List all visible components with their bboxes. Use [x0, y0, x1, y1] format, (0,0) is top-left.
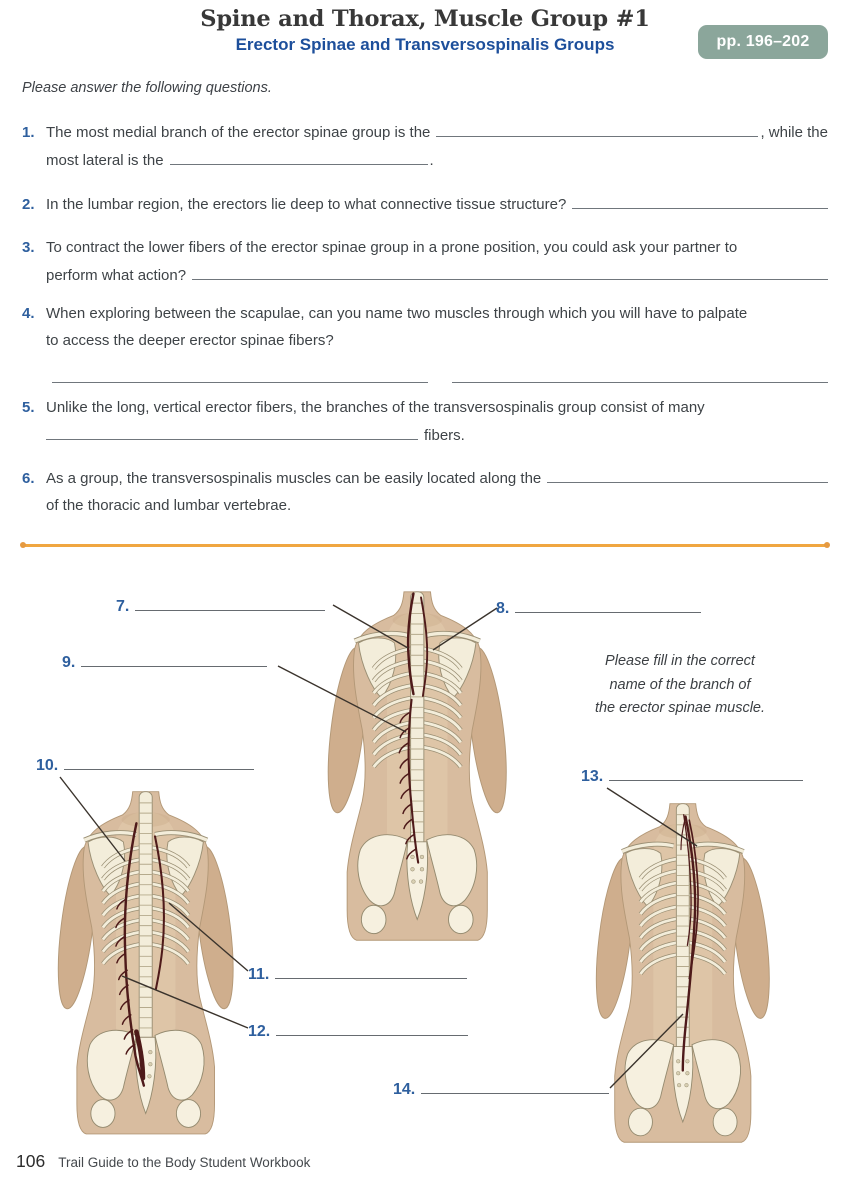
answer-blank[interactable] — [436, 118, 758, 137]
book-title: Trail Guide to the Body Student Workbook — [58, 1155, 311, 1170]
section-divider — [24, 544, 826, 547]
answer-blank[interactable] — [572, 190, 828, 209]
question-text: , while the — [760, 124, 828, 141]
answer-blank[interactable] — [609, 764, 803, 781]
question-text: When exploring between the scapulae, can you name two muscles through which you will have to palpate — [46, 305, 748, 322]
question-1-line-2 — [22, 146, 828, 174]
anatomy-diagram — [0, 556, 850, 1160]
label-number: 10. — [36, 757, 59, 774]
divider-dot-left — [20, 542, 26, 548]
answer-blank[interactable] — [52, 364, 428, 383]
question-4 — [22, 300, 828, 383]
answer-blank[interactable] — [275, 962, 467, 979]
question-4-answer-row — [22, 364, 828, 383]
question-number: 3. — [22, 239, 35, 256]
intro-text: Please answer the following questions. — [22, 80, 272, 96]
label-number: 14. — [393, 1081, 416, 1098]
instruction-line: name of the branch of — [609, 676, 751, 693]
answer-blank[interactable] — [515, 596, 701, 613]
question-5 — [22, 394, 828, 449]
question-2 — [22, 190, 828, 218]
page-title: Spine and Thorax, Muscle Group #1 — [200, 6, 650, 32]
diagram-label-7 — [116, 594, 325, 616]
question-4-line-1 — [22, 300, 828, 327]
question-text: Unlike the long, vertical erector fibers, the branches of the transversospinalis group consist of many — [46, 399, 705, 416]
answer-blank[interactable] — [64, 753, 254, 770]
question-6-line-1 — [22, 464, 828, 492]
diagram-label-10 — [36, 753, 254, 775]
question-text: to access the deeper erector spinae fibers? — [46, 332, 334, 349]
question-2-line-1 — [22, 190, 828, 218]
label-number: 13. — [581, 768, 604, 785]
label-number: 9. — [62, 654, 76, 671]
question-number: 1. — [22, 124, 35, 141]
answer-blank[interactable] — [135, 594, 325, 611]
question-number: 5. — [22, 399, 35, 416]
instruction-line: Please fill in the correct — [605, 653, 755, 669]
diagram-label-8 — [496, 596, 701, 618]
question-6 — [22, 464, 828, 519]
label-number: 11. — [248, 966, 270, 983]
answer-blank[interactable] — [192, 261, 828, 280]
diagram-label-12 — [248, 1019, 468, 1041]
answer-blank[interactable] — [547, 464, 828, 483]
question-1-line-1 — [22, 118, 828, 146]
answer-blank[interactable] — [452, 364, 828, 383]
torso-figure-center — [321, 592, 513, 940]
question-3-line-1 — [22, 234, 828, 261]
question-5-line-1 — [22, 394, 828, 421]
question-text: To contract the lower fibers of the erector spinae group in a prone position, you could ask your partner to — [46, 239, 738, 256]
diagram-instruction — [570, 650, 790, 721]
diagram-label-14 — [393, 1077, 609, 1099]
diagram-label-9 — [62, 650, 267, 672]
question-number: 6. — [22, 470, 35, 487]
answer-blank[interactable] — [276, 1019, 468, 1036]
question-number: 4. — [22, 305, 35, 322]
question-6-line-2 — [22, 492, 828, 519]
page-number: 106 — [16, 1151, 46, 1171]
question-3-line-2 — [22, 261, 828, 289]
question-text: most lateral is the — [46, 152, 164, 169]
question-5-line-2 — [22, 421, 828, 449]
page-subtitle: Erector Spinae and Transversospinalis Groups — [235, 35, 615, 54]
diagram-label-13 — [581, 764, 803, 786]
question-3 — [22, 234, 828, 289]
label-number: 12. — [248, 1023, 271, 1040]
question-text: fibers. — [424, 427, 465, 444]
instruction-line: the erector spinae muscle. — [594, 700, 766, 716]
diagram-label-11 — [248, 962, 467, 984]
torso-figure-right — [589, 804, 776, 1143]
answer-blank[interactable] — [46, 421, 418, 440]
label-number: 7. — [116, 598, 130, 615]
answer-blank[interactable] — [170, 146, 428, 165]
divider-dot-right — [824, 542, 830, 548]
answer-blank[interactable] — [81, 650, 267, 667]
question-text: perform what action? — [46, 267, 187, 284]
question-text: As a group, the transversospinalis muscles can be easily located along the — [46, 470, 542, 487]
answer-blank[interactable] — [421, 1077, 609, 1094]
question-text: . — [429, 152, 434, 169]
question-4-line-2 — [22, 327, 828, 354]
question-1 — [22, 118, 828, 174]
torso-figure-left — [51, 792, 240, 1134]
question-number: 2. — [22, 196, 35, 213]
question-text: The most medial branch of the erector spinae group is the — [46, 124, 431, 141]
page-range-badge: pp. 196–202 — [698, 25, 828, 59]
question-text: In the lumbar region, the erectors lie deep to what connective tissue structure? — [46, 196, 567, 213]
question-text: of the thoracic and lumbar vertebrae. — [46, 497, 292, 514]
label-number: 8. — [496, 600, 510, 617]
page-footer — [16, 1151, 310, 1172]
